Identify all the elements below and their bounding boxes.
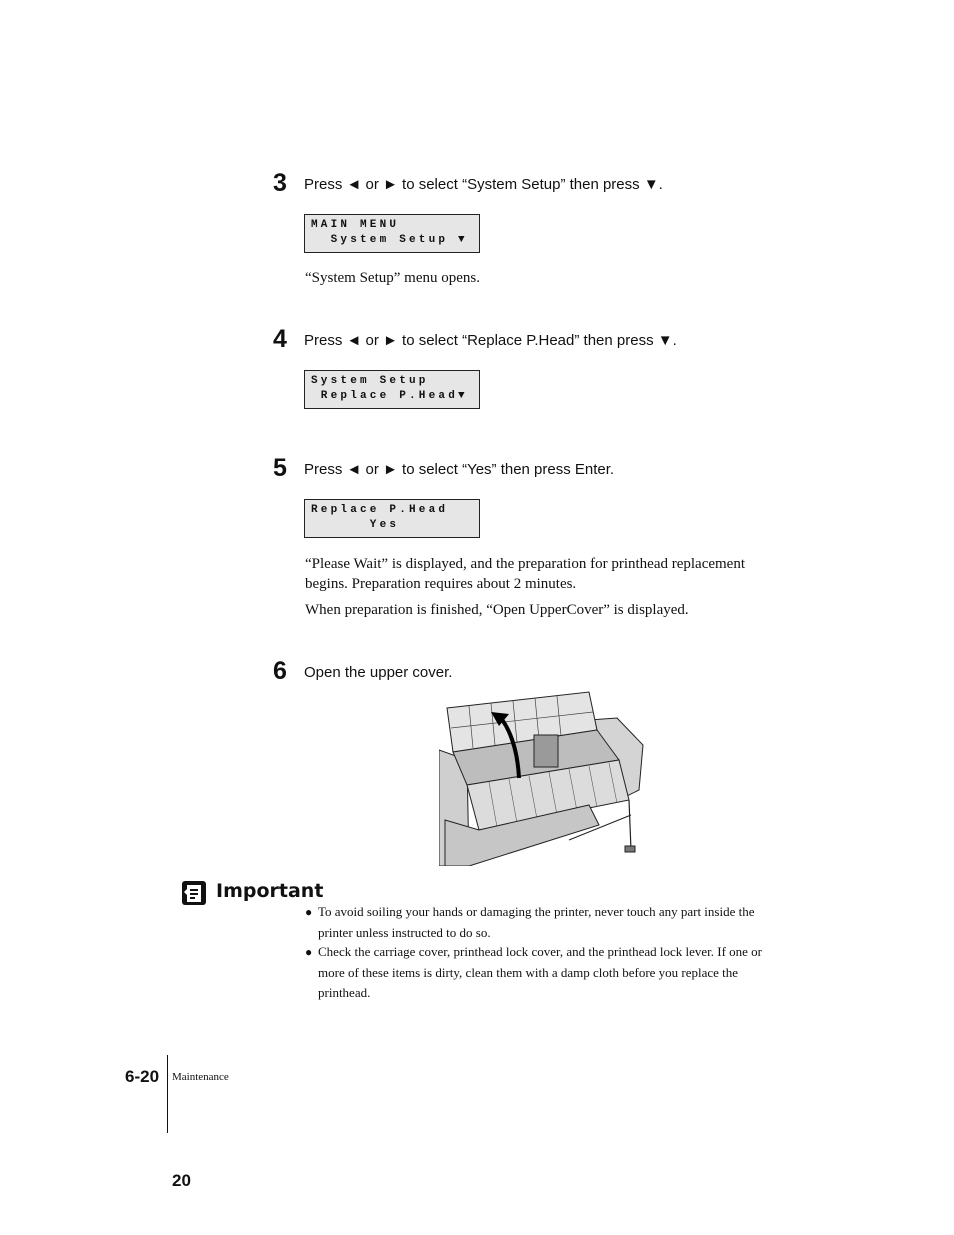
lcd-display-main-menu [304,214,480,253]
step-3-note: “System Setup” menu opens. [305,270,480,286]
important-heading: Important [216,880,324,902]
step-number-5: 5 [273,454,287,482]
step-5-instruction: Press ◄ or ► to select “Yes” then press Enter. [304,461,615,478]
lcd-display-replace-phead [304,499,480,538]
important-item-1 [305,902,788,943]
step-number-6: 6 [273,657,287,685]
step-4-instruction: Press ◄ or ► to select “Replace P.Head” then press ▼. [304,332,677,349]
lcd-line-2: System Setup ▼ [311,234,468,246]
page-label: 6-20 [125,1067,160,1086]
lcd-line-2: Replace P.Head▼ [311,390,468,402]
footer-section: Maintenance [172,1071,229,1083]
footer-divider [167,1055,168,1133]
important-icon [181,880,207,906]
step-5-note-1: “Please Wait” is displayed, and the preparation for printhead replacement begins. Preparation requires about 2 minutes. [305,556,746,592]
lcd-display-system-setup [304,370,480,409]
step-number-4: 4 [273,325,287,353]
important-item-text: To avoid soiling your hands or damaging the printer, never touch any part inside the printer unless instructed to do so. [318,904,755,940]
lcd-line-1: System Setup [311,375,429,387]
step-3-instruction: Press ◄ or ► to select “System Setup” then press ▼. [304,176,663,193]
bullet-marker: ● [305,945,313,959]
lcd-line-1: Replace P.Head [311,504,449,516]
lcd-line-2: Yes [311,519,400,531]
step-6-instruction: Open the upper cover. [304,664,453,681]
step-number-3: 3 [273,169,287,197]
bullet-marker: ● [305,905,313,919]
important-item-text: Check the carriage cover, printhead lock cover, and the printhead lock lever. If one or more of these items is dirty, clean them with a damp cloth before you replace the printhead. [318,944,763,1000]
lcd-line-1: MAIN MENU [311,219,400,231]
step-5-note-2: When preparation is finished, “Open UpperCover” is displayed. [305,602,689,618]
page-number: 20 [172,1171,191,1190]
printer-upper-cover-illustration [439,690,647,866]
important-item-2 [305,942,788,1004]
